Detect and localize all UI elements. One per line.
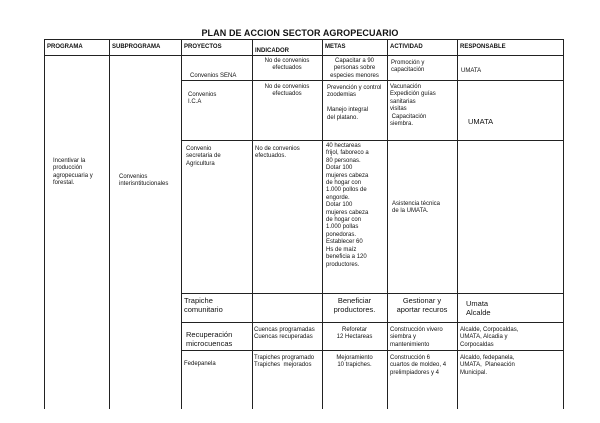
proyecto-cell: Convenios I.C.A xyxy=(188,92,217,106)
indicador-cell: No de convenios efectuados. xyxy=(255,146,300,160)
header-proyectos: PROYECTOS xyxy=(184,44,222,50)
column-divider xyxy=(457,39,458,409)
metas-cell: 40 hectareas frijol, faboreco a 80 personas. Dotar 100 mujeres cabeza de hogar con 1.000 pollos de engorde. Dotar 100 mujeres cabeza de hogar con 1.000 pollas ponedoras. Establecer 60 Hs de maíz beneficia a 120 productores. xyxy=(326,143,369,268)
indicador-cell: No de convenios efectuados xyxy=(264,84,310,98)
header-responsable: RESPONSABLE xyxy=(460,44,506,50)
page-title: PLAN DE ACCION SECTOR AGROPECUARIO xyxy=(201,28,399,38)
actividad-cell: Construcción vivero siembra y mantenimiento xyxy=(390,327,443,348)
programa-cell: Incentivar la producción agropecuaria y forestal. xyxy=(53,158,93,187)
table-left-border xyxy=(44,39,45,409)
indicador-cell: Trapiches programado Trapiches mejorados xyxy=(254,355,315,369)
metas-cell: Prevención y control zoodemias Manejo integral del platano. xyxy=(327,85,382,121)
column-divider xyxy=(322,39,323,409)
responsable-cell: Alcalde, Corpocaldas, UMATA, Alcadia y Corpocaldas xyxy=(460,327,519,348)
subprograma-cell: Convenios interisntitucionales xyxy=(119,174,169,188)
column-divider xyxy=(181,39,182,409)
row-divider xyxy=(181,322,564,323)
row-divider xyxy=(181,140,564,141)
actividad-cell: Construcción 6 cuartos de moldeo, 4 prelimpiadores y 4 xyxy=(390,355,447,376)
header-subprograma: SUBPROGRAMA xyxy=(112,44,161,50)
column-divider xyxy=(109,39,110,409)
proyecto-cell: Convenios SENA xyxy=(190,73,237,79)
row-divider xyxy=(181,293,564,294)
responsable-cell: Alcaldo, fedepanela, UMATA, Planeación Municipal. xyxy=(460,355,515,376)
metas-cell: Mejoramiento 10 trapiches. xyxy=(336,355,373,369)
actividad-cell: Gestionar y aportar recuros xyxy=(396,296,448,314)
proyecto-cell: Recuperación microcuencas xyxy=(186,330,233,348)
metas-cell: Beneficiar productores. xyxy=(333,296,376,314)
header-metas: METAS xyxy=(325,44,346,50)
responsable-cell: UMATA xyxy=(461,68,482,74)
responsable-cell: Umata Alcalde xyxy=(466,299,491,317)
column-divider xyxy=(387,39,388,409)
indicador-cell: No de convenios efectuados xyxy=(264,58,310,72)
indicador-cell: Cuencas programadas Cuencas recuperadas xyxy=(254,327,315,341)
table-right-border xyxy=(563,39,564,409)
metas-cell: Reforetar 12 Hectareas xyxy=(336,327,373,341)
table-top-border xyxy=(44,39,564,40)
header-bottom-border xyxy=(44,55,564,56)
responsable-cell: UMATA xyxy=(468,117,494,126)
row-divider xyxy=(181,350,564,351)
actividad-cell: Asistencia técnica de la UMATA. xyxy=(392,201,441,215)
header-programa: PROGRAMA xyxy=(47,44,83,50)
header-actividad: ACTIVIDAD xyxy=(390,44,423,50)
metas-cell: Capacitar a 90 personas sobre especies menores xyxy=(330,58,379,79)
proyecto-cell: Trapiche comunitario xyxy=(184,296,223,314)
proyecto-cell: Fedepanela xyxy=(184,361,216,367)
actividad-cell: Vacunación Expedición guías sanitarias visitas Capacitación siembra. xyxy=(390,84,436,128)
proyecto-cell: Convenio secretaria de Agricultura xyxy=(186,146,221,167)
header-indicador: INDICADOR xyxy=(255,48,289,54)
actividad-cell: Promoción y capacitación xyxy=(391,60,425,74)
